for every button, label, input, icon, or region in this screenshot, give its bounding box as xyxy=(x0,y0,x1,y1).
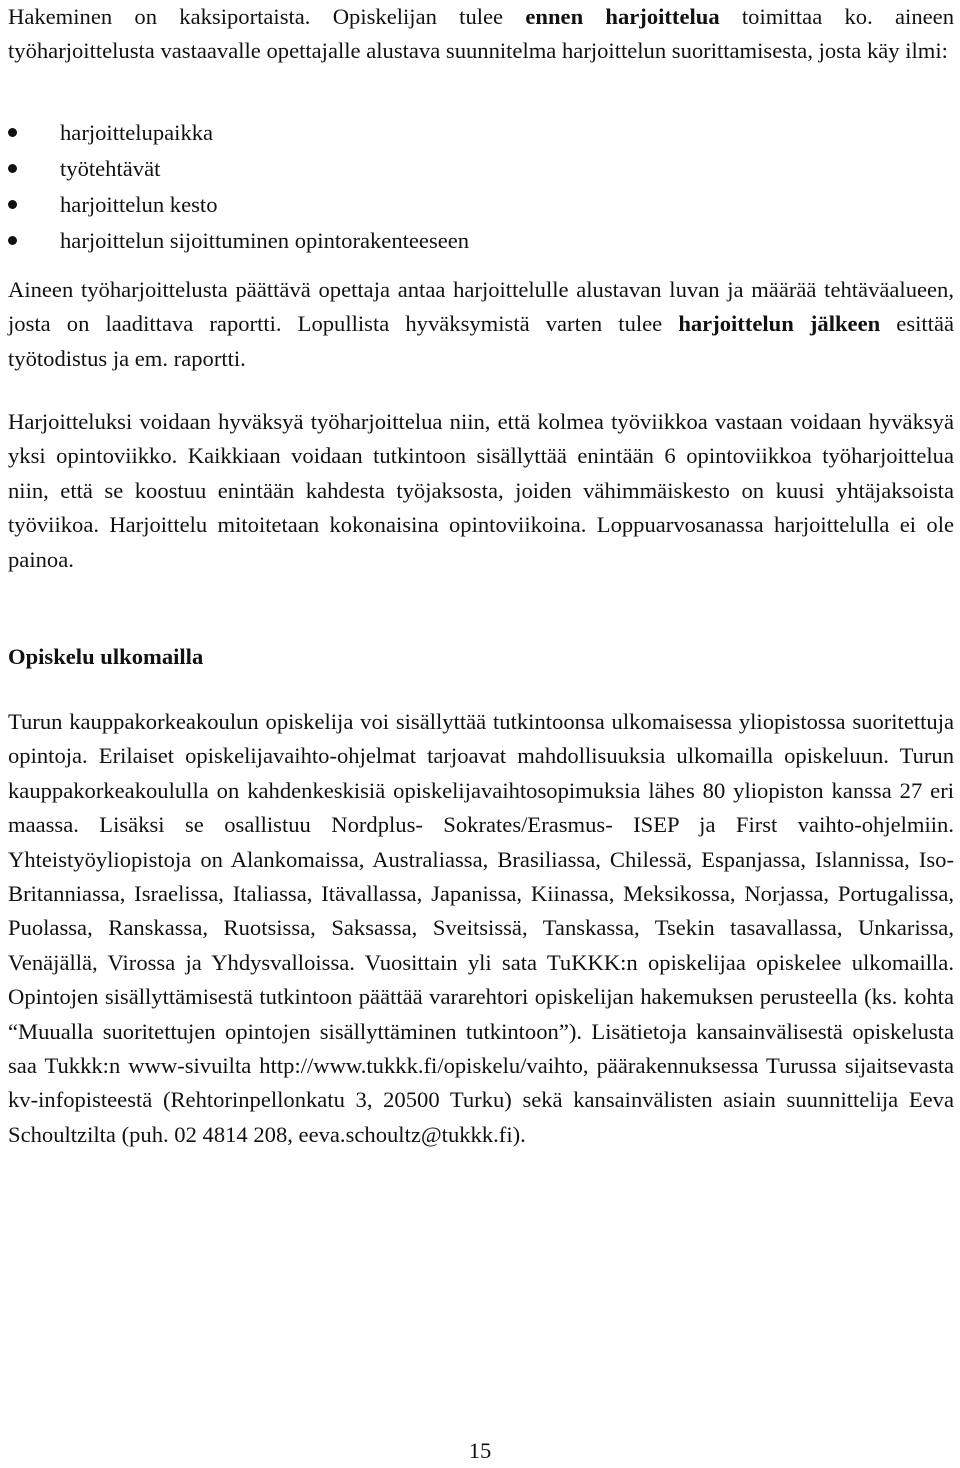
list-item xyxy=(8,115,954,151)
approval-text-2: esittää työtodistus ja em. raportti. xyxy=(8,311,955,371)
bullet-icon xyxy=(8,236,17,245)
intro-bold-text: ennen harjoittelua xyxy=(525,4,720,29)
study-abroad-paragraph: Turun kauppakorkeakoulun opiskelija voi sisällyttää tutkintoonsa ulkomaisessa yliopistossa suoritettuja opintoja. Erilaiset opiskelijavaihto-ohjelmat tarjoavat mahdollisuuksia ulkomailla opiskeluun. Turun kauppakorkeakoululla on kahdenkeskisiä opiskelijavaihtosopimuksia lähes 80 yliopiston kanssa 27 eri maassa. Lisäksi se osallistuu Nordplus- Sokrates/Erasmus- ISEP ja First vaihto-ohjelmiin. Yhteistyöyliopistoja on Alankomaissa, Australiassa, Brasiliassa, Chilessä, Espanjassa, Islannissa, Iso-Britanniassa, Israelissa, Italiassa, Itävallassa, Japanissa, Kiinassa, Meksikossa, Norjassa, Portugalissa, Puolassa, Ranskassa, Ruotsissa, Saksassa, Sveitsissä, Tanskassa, Tsekin tasavallassa, Unkarissa, Venäjällä, Virossa ja Yhdysvalloissa. Vuosittain yli sata TuKKK:n opiskelijaa opiskelee ulkomailla. Opintojen sisällyttämisestä tutkintoon päättää vararehtori opiskelijan hakemuksen perusteella (ks. kohta “Muualla suoritettujen opintojen sisällyttäminen tutkintoon”). Lisätietoja kansainvälisestä opiskelusta saa Tukkk:n www-sivuilta http://www.tukkk.fi/opiskelu/vaihto, päärakennuksessa Turussa sijaitsevasta kv-infopisteestä (Rehtorinpellonkatu 3, 20500 Turku) sekä kansainvälisten asiain suunnittelija Eeva Schoultzilta (puh. 02 4814 208, eeva.schoultz@tukkk.fi). xyxy=(8,709,954,1147)
list-item-text: harjoittelun sijoittuminen opintorakenteeseen xyxy=(60,228,470,253)
section-heading: Opiskelu ulkomailla xyxy=(8,644,204,669)
list-item xyxy=(8,187,954,223)
list-item-text: työtehtävät xyxy=(60,156,161,181)
bullet-icon xyxy=(8,200,17,209)
bullet-icon xyxy=(8,164,17,173)
page-number: 15 xyxy=(468,1438,492,1463)
bullet-icon xyxy=(8,128,17,137)
credits-paragraph: Harjoitteluksi voidaan hyväksyä työharjoittelua niin, että kolmea työviikkoa vastaan voidaan hyväksyä yksi opintoviikko. Kaikkiaan voidaan tutkintoon sisällyttää enintään 6 opintoviikkoa työharjoittelua niin, että se koostuu enintään kahdesta työjaksosta, joiden vähimmäiskesto on kuusi yhtäjaksoista työviikoa. Harjoittelu mitoitetaan kokonaisina opintoviikoina. Loppuarvosanassa harjoittelulla ei ole painoa. xyxy=(8,409,954,572)
list-item xyxy=(8,151,954,187)
intro-text-2: toimittaa ko. aineen työharjoittelusta vastaavalle opettajalle alustava suunnitelma harjoittelun suorittamisesta, josta käy ilmi: xyxy=(8,4,954,64)
intro-text-1: Hakeminen on kaksiportaista. Opiskelijan tulee xyxy=(8,4,526,29)
approval-text-1: Aineen työharjoittelusta päättävä opettaja antaa harjoittelulle alustavan luvan ja määrää tehtäväalueen, josta on laadittava raportti. Lopullista hyväksymistä varten tulee xyxy=(8,277,954,337)
intro-paragraph xyxy=(8,0,954,69)
approval-bold-text: harjoittelun jälkeen xyxy=(678,311,881,337)
list-item-text: harjoittelupaikka xyxy=(60,120,214,145)
approval-paragraph xyxy=(8,273,954,376)
list-item-text: harjoittelun kesto xyxy=(60,192,218,217)
requirements-list xyxy=(8,115,954,259)
list-item xyxy=(8,223,954,259)
